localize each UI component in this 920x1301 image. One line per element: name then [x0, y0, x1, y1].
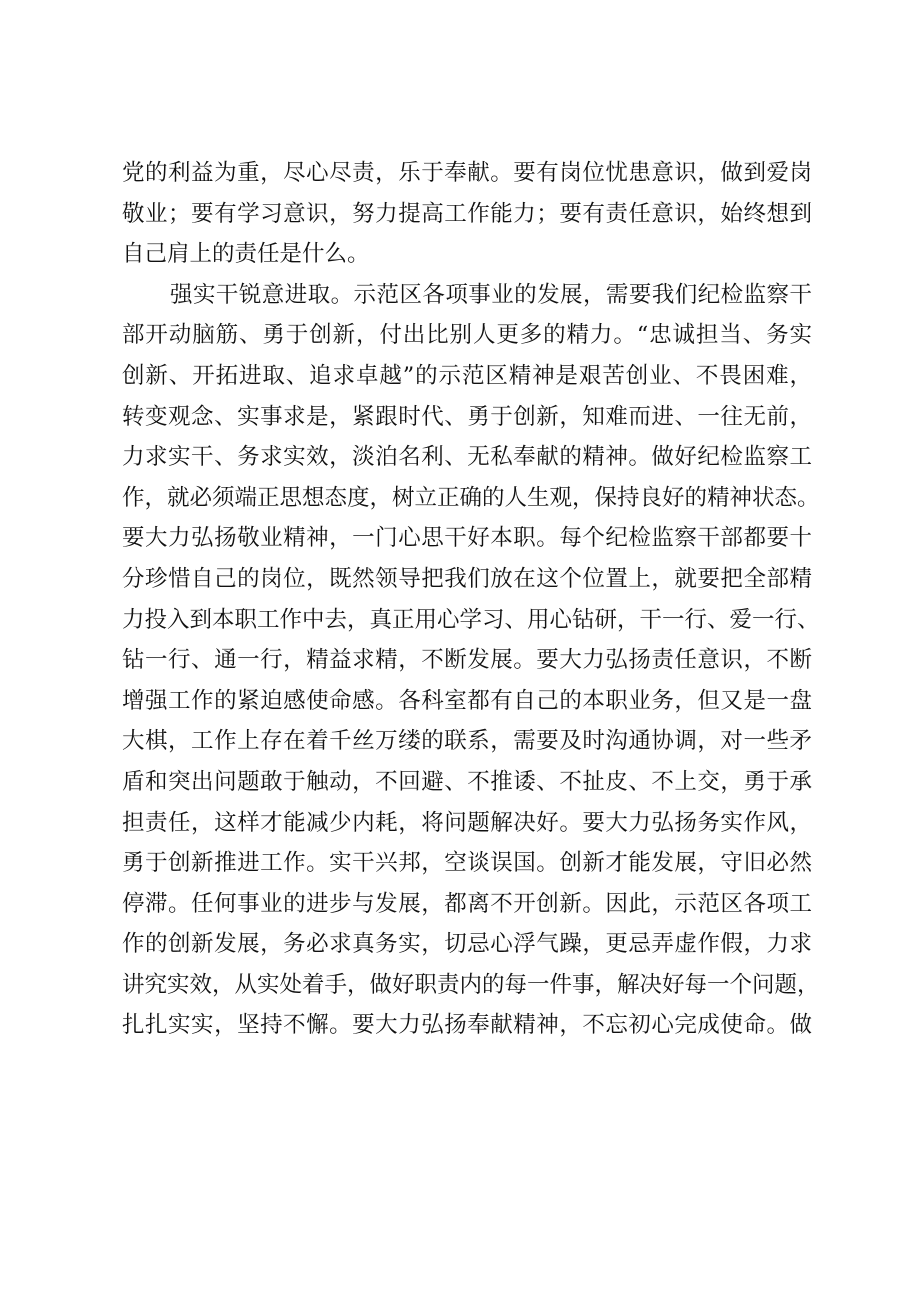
text-line: 创新、开拓进取、追求卓越”的示范区精神是艰苦创业、不畏困难， [122, 362, 812, 389]
text-line: 扎扎实实，坚持不懈。要大力弘扬奉献精神，不忘初心完成使命。做 [122, 1012, 812, 1039]
text-line: 力投入到本职工作中去，真正用心学习、用心钻研，干一行、爱一行、 [122, 606, 820, 633]
text-line: 作的创新发展，务必求真务实，切忌心浮气躁，更忌弄虚作假，力求 [122, 931, 812, 958]
text-line: 讲究实效，从实处着手，做好职责内的每一件事，解决好每一个问题， [122, 971, 820, 998]
text-line: 盾和突出问题敢于触动，不回避、不推诿、不扯皮、不上交，勇于承 [122, 768, 812, 795]
paragraph-first-line: 强实干锐意进取。示范区各项事业的发展，需要我们纪检监察干 [170, 281, 812, 308]
text-line: 分珍惜自己的岗位，既然领导把我们放在这个位置上，就要把全部精 [122, 565, 812, 592]
document-body [122, 153, 820, 1046]
text-line: 自己肩上的责任是什么。 [122, 241, 370, 268]
text-line: 力求实干、务求实效，淡泊名利、无私奉献的精神。做好纪检监察工 [122, 444, 812, 471]
text-line: 敬业；要有学习意识，努力提高工作能力；要有责任意识，始终想到 [122, 200, 812, 227]
text-line: 党的利益为重，尽心尽责，乐于奉献。要有岗位忧患意识，做到爱岗 [122, 160, 812, 186]
text-line: 要大力弘扬敬业精神，一门心思干好本职。每个纪检监察干部都要十 [122, 525, 812, 552]
text-line: 部开动脑筋、勇于创新，付出比别人更多的精力。“忠诚担当、务实 [122, 322, 812, 349]
text-line: 增强工作的紧迫感使命感。各科室都有自己的本职业务，但又是一盘 [122, 687, 812, 714]
text-line: 勇于创新推进工作。实干兴邦，空谈误国。创新才能发展，守旧必然 [122, 850, 812, 877]
text-line: 大棋，工作上存在着千丝万缕的联系，需要及时沟通协调，对一些矛 [122, 728, 812, 755]
text-line: 转变观念、实事求是，紧跟时代、勇于创新，知难而进、一往无前， [122, 403, 812, 430]
text-line: 作，就必须端正思想态度，树立正确的人生观，保持良好的精神状态。 [122, 484, 820, 511]
text-line: 钻一行、通一行，精益求精，不断发展。要大力弘扬责任意识，不断 [122, 647, 812, 674]
text-line: 停滞。任何事业的进步与发展，都离不开创新。因此，示范区各项工 [122, 890, 812, 917]
text-line: 担责任，这样才能减少内耗，将问题解决好。要大力弘扬务实作风， [122, 809, 812, 836]
